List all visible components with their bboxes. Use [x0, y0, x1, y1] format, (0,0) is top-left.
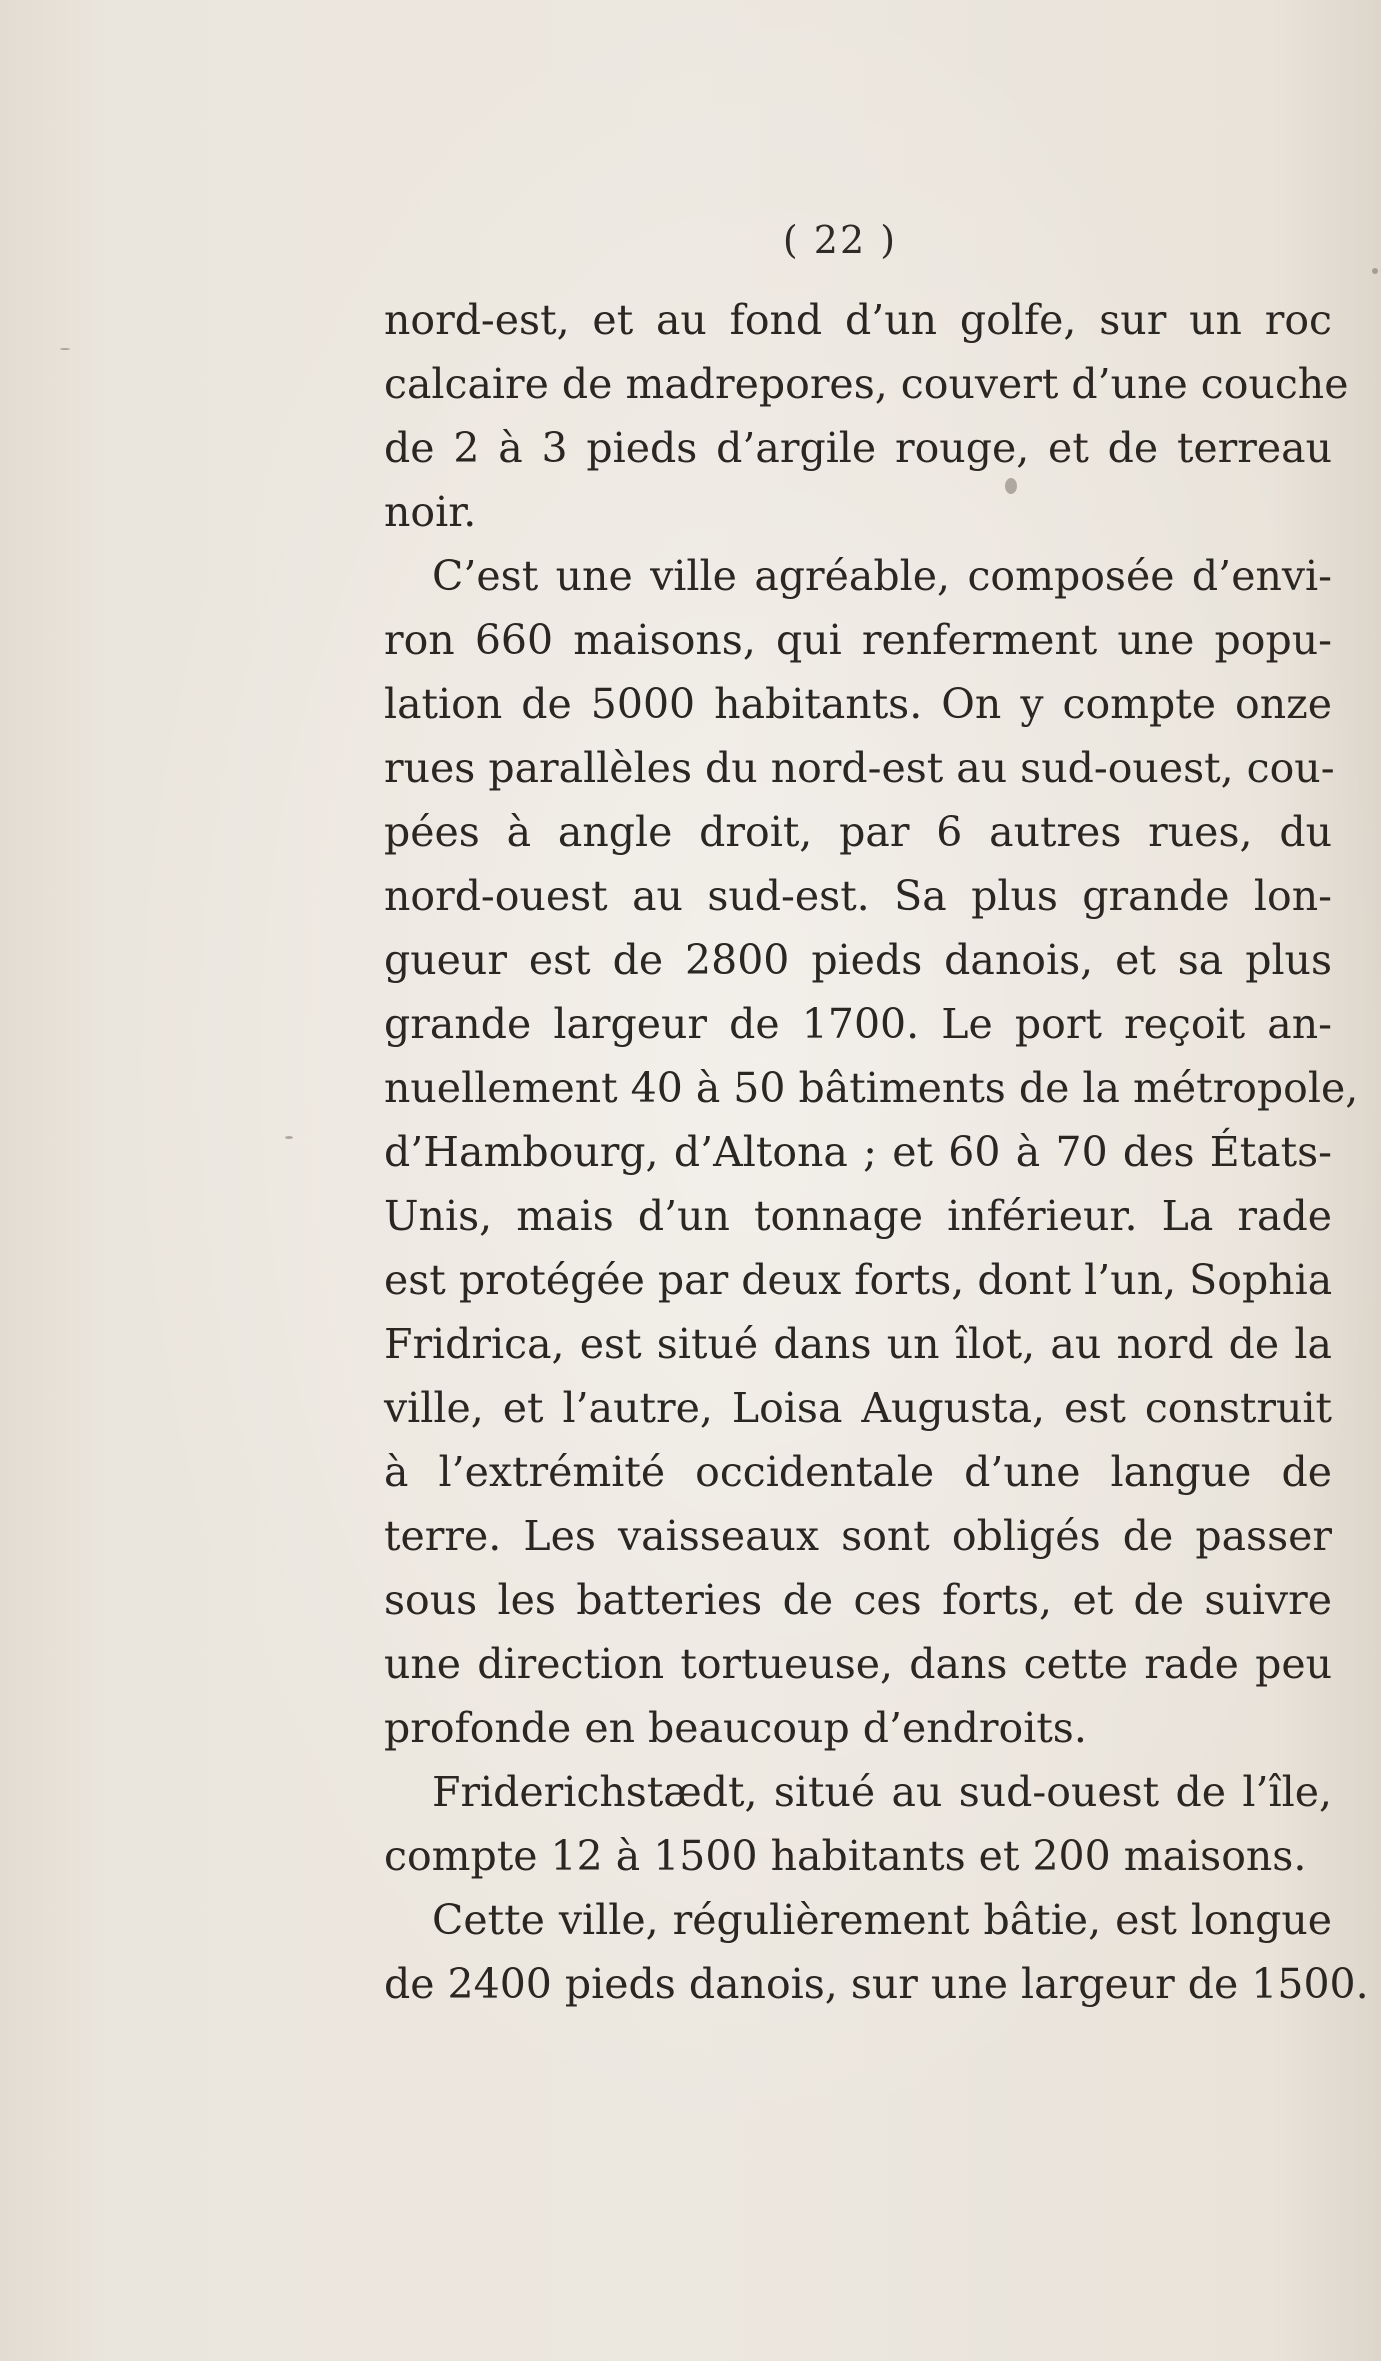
text-line: lation de 5000 habitants. On y compte onze — [384, 680, 1332, 728]
text-line: grande largeur de 1700. Le port reçoit an- — [384, 1000, 1332, 1048]
ink-speck — [1005, 478, 1017, 494]
text-line: Cette ville, régulièrement bâtie, est longue — [432, 1896, 1332, 1944]
text-line: compte 12 à 1500 habitants et 200 maisons. — [384, 1832, 1307, 1880]
text-line: une direction tortueuse, dans cette rade peu — [384, 1640, 1332, 1688]
text-line: pées à angle droit, par 6 autres rues, du — [384, 808, 1332, 856]
text-line: Fridrica, est situé dans un îlot, au nord de la — [384, 1320, 1332, 1368]
text-line: terre. Les vaisseaux sont obligés de passer — [384, 1512, 1332, 1560]
text-line: C’est une ville agréable, composée d’envi- — [432, 552, 1332, 600]
text-line: noir. — [384, 488, 477, 536]
text-line: à l’extrémité occidentale d’une langue de — [384, 1448, 1332, 1496]
ink-speck — [60, 348, 70, 350]
text-line: de 2 à 3 pieds d’argile rouge, et de terreau — [384, 424, 1332, 472]
text-line: ron 660 maisons, qui renferment une popu- — [384, 616, 1332, 664]
text-line: sous les batteries de ces forts, et de suivre — [384, 1576, 1332, 1624]
text-line: d’Hambourg, d’Altona ; et 60 à 70 des États- — [384, 1128, 1332, 1176]
ink-speck — [1372, 268, 1378, 274]
text-line: de 2400 pieds danois, sur une largeur de 1500. — [384, 1960, 1369, 2008]
text-line: nord-est, et au fond d’un golfe, sur un roc — [384, 296, 1332, 344]
page-number: ( 22 ) — [782, 218, 898, 262]
ink-speck — [285, 1136, 293, 1139]
text-line: Friderichstædt, situé au sud-ouest de l’île, — [432, 1768, 1332, 1816]
text-line: calcaire de madrepores, couvert d’une couche — [384, 360, 1349, 408]
text-line: nord-ouest au sud-est. Sa plus grande lon- — [384, 872, 1332, 920]
text-line: profonde en beaucoup d’endroits. — [384, 1704, 1087, 1752]
text-line: gueur est de 2800 pieds danois, et sa plus — [384, 936, 1332, 984]
text-line: nuellement 40 à 50 bâtiments de la métropole, — [384, 1064, 1359, 1112]
text-line: rues parallèles du nord-est au sud-ouest, cou- — [384, 744, 1335, 792]
text-line: est protégée par deux forts, dont l’un, Sophia — [384, 1256, 1333, 1304]
text-line: ville, et l’autre, Loisa Augusta, est construit — [384, 1384, 1332, 1432]
text-line: Unis, mais d’un tonnage inférieur. La rade — [384, 1192, 1332, 1240]
